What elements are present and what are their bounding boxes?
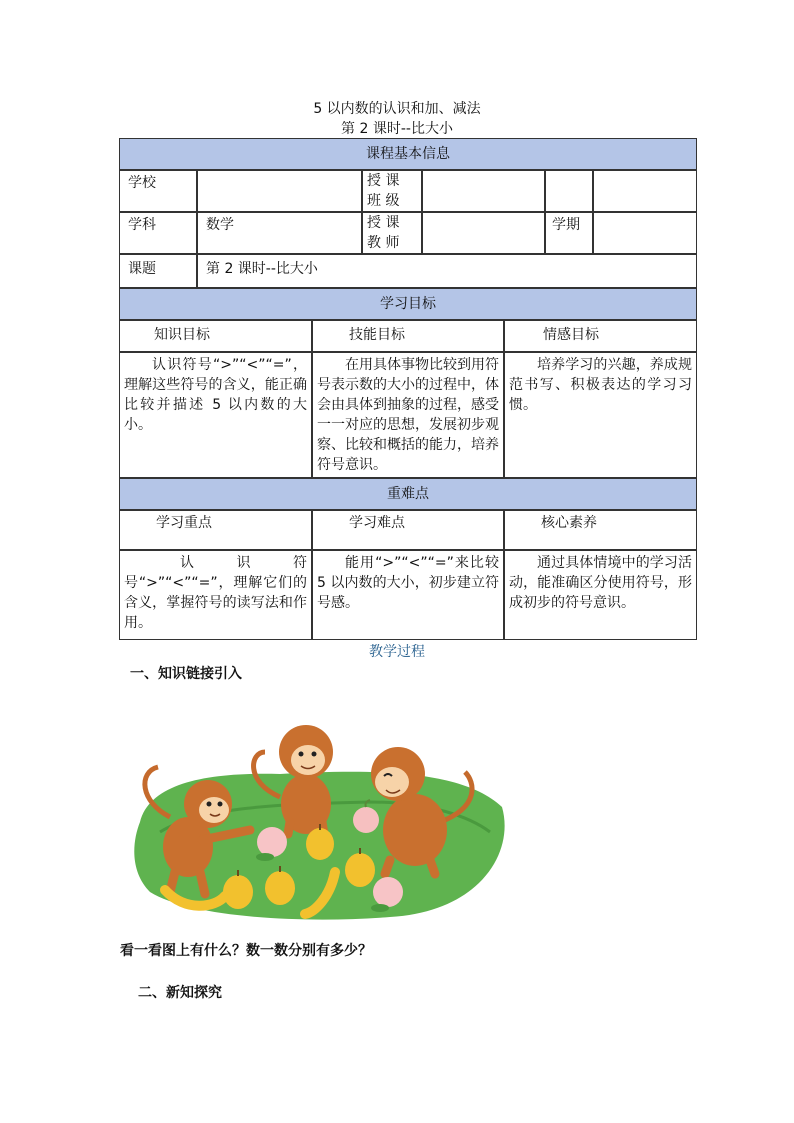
emotion-goal-label: 情感目标	[504, 320, 697, 352]
emotion-goal-text: 培养学习的兴趣，养成规范书写、积极表达的学习习惯。	[504, 352, 697, 478]
document-subtitle: 第 2 课时--比大小	[341, 121, 453, 137]
section-2-title: 二、新知探究	[138, 985, 222, 1001]
core-label: 核心素养	[504, 510, 697, 550]
class-extra	[545, 170, 593, 212]
class-extra-2	[593, 170, 697, 212]
skill-goal-text: 在用具体事物比较到用符号表示数的大小的过程中，体会由具体到抽象的过程，感受一一对应的思想，发展初步观察、比较和概括的能力，培养符号意识。	[312, 352, 504, 478]
section-1-title: 一、知识链接引入	[130, 666, 242, 682]
keypoints-header: 重难点	[119, 478, 697, 510]
core-text: 通过具体情境中的学习活动，能准确区分使用符号，形成初步的符号意识。	[504, 550, 697, 640]
topic-label: 课题	[119, 254, 197, 288]
teacher-label: 授 课 教 师	[362, 212, 422, 254]
knowledge-goal-text: 认识符号“>”“<”“=”，理解这些符号的含义，能正确比较并描述 5 以内数的大小。	[119, 352, 312, 478]
school-value	[197, 170, 362, 212]
class-value	[422, 170, 545, 212]
focus-label: 学习重点	[119, 510, 312, 550]
monkeys-fruit-illustration	[130, 712, 510, 922]
teacher-value	[422, 212, 545, 254]
subject-value: 数学	[197, 212, 362, 254]
term-label: 学期	[545, 212, 593, 254]
question-text: 看一看图上有什么？数一数分别有多少？	[120, 943, 372, 959]
skill-goal-label: 技能目标	[312, 320, 504, 352]
process-header: 教学过程	[369, 644, 425, 660]
class-label: 授 课 班 级	[362, 170, 422, 212]
difficulty-text: 能用“>”“<”“=”来比较 5 以内数的大小，初步建立符号感。	[312, 550, 504, 640]
school-label: 学校	[119, 170, 197, 212]
basic-info-header: 课程基本信息	[119, 138, 697, 170]
difficulty-label: 学习难点	[312, 510, 504, 550]
subject-label: 学科	[119, 212, 197, 254]
goals-header: 学习目标	[119, 288, 697, 320]
topic-value: 第 2 课时--比大小	[197, 254, 697, 288]
knowledge-goal-label: 知识目标	[119, 320, 312, 352]
document-title: 5 以内数的认识和加、减法	[313, 101, 481, 117]
term-value	[593, 212, 697, 254]
focus-text: 认识符号“>”“<”“=”，理解它们的含义，掌握符号的读写法和作用。	[119, 550, 312, 640]
